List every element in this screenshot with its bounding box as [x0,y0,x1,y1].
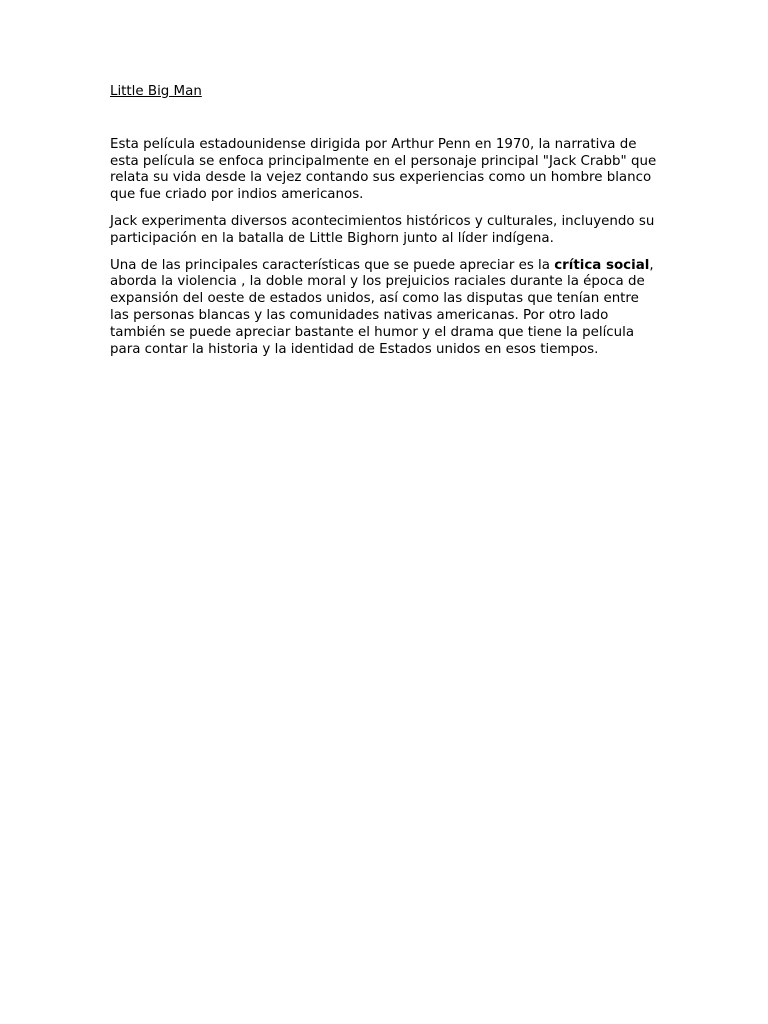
document-body [110,84,662,358]
paragraph-critique-end: , aborda la violencia , la doble moral y los prejuicios raciales durante la época de expansión del oeste de estados unidos, así como las disputas que tenían entre las personas blancas y las comunidades nativas americanas. Por otro lado también se puede apreciar bastante el humor y el drama que tiene la película para contar la historia y la identidad de Estados unidos en esos tiempos. [110,257,654,357]
paragraph-critique [110,258,662,359]
paragraph-intro: Esta película estadounidense dirigida por Arthur Penn en 1970, la narrativa de esta película se enfoca principalmente en el personaje principal "Jack Crabb" que relata su vida desde la vejez contando sus experiencias como un hombre blanco que fue criado por indios americanos. [110,136,657,203]
bold-critica-social: crítica social [554,257,650,273]
paragraph-events: Jack experimenta diversos acontecimientos históricos y culturales, incluyendo su participación en la batalla de Little Bighorn junto al líder indígena. [110,213,655,246]
document-title: Little Big Man [110,84,202,99]
paragraph-critique-start: Una de las principales características que se puede apreciar es la [110,257,555,273]
